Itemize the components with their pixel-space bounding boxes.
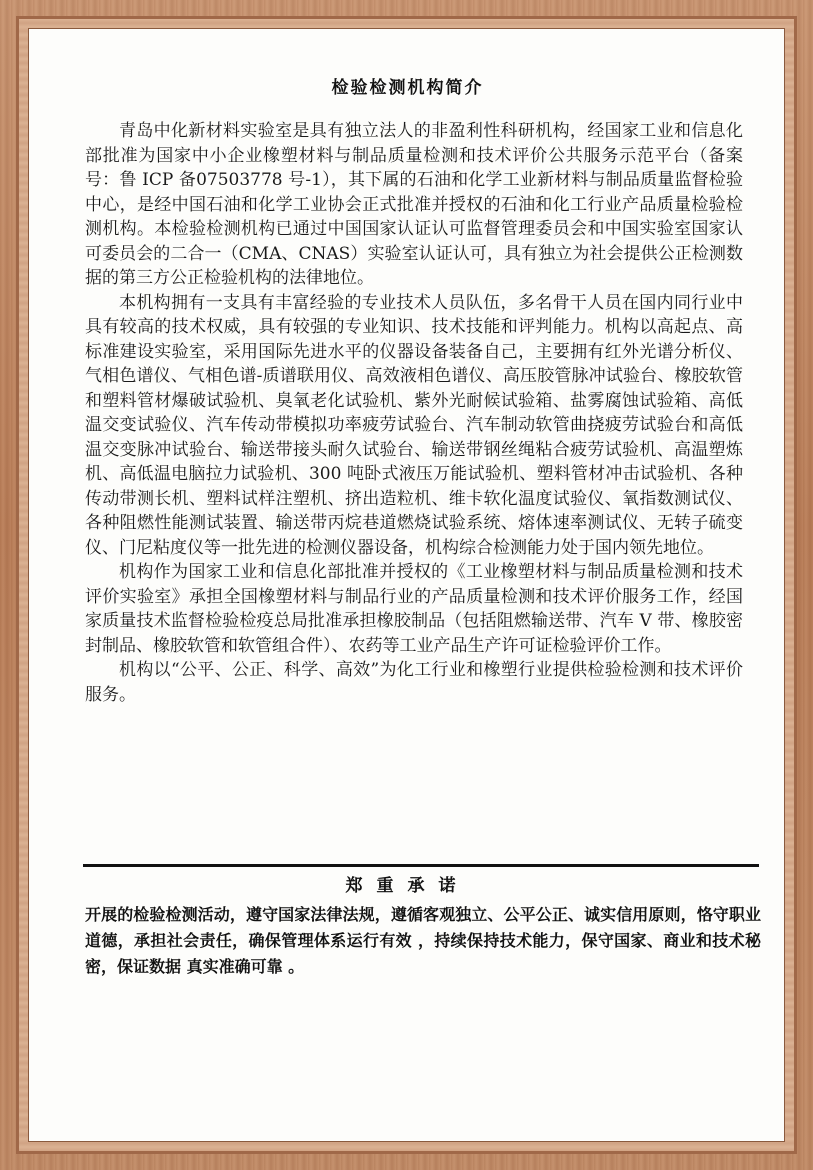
paragraph-3: 机构作为国家工业和信息化部批准并授权的《工业橡塑材料与制品质量检测和技术评价实验室》承担全国橡塑材料与制品行业的产品质量检测和技术评价服务工作，经国家质量技术监督检验检疫总局批准承担橡胶制品（包括阻燃输送带、汽车 V 带、橡胶密封制品、橡胶软管和软管组合件）、农药等工业产品生产许可证检验评价工作。 xyxy=(85,562,743,656)
page-title: 检验检测机构简介 xyxy=(331,78,484,98)
section-divider xyxy=(83,864,759,867)
paragraph-1: 青岛中化新材料实验室是具有独立法人的非盈利性科研机构，经国家工业和信息化部批准为国家中小企业橡塑材料与制品质量检测和技术评价公共服务示范平台（备案号：鲁 ICP 备07503778 号-1），其下属的石油和化学工业新材料与制品质量监督检验中心，是经中国石油和化学工业协会正式批准并授权的石油和化工行业产品质量检验检测机构。本检验检测机构已通过中国国家认证认可监督管理委员会和中国实验室国家认可委员会的二合一（CMA、CNAS）实验室认证认可，具有独立为社会提供公正检测数据的第三方公正检验机构的法律地位。 xyxy=(85,121,743,288)
paragraph-2: 本机构拥有一支具有丰富经验的专业技术人员队伍，多名骨干人员在国内同行业中具有较高的技术权威，具有较强的专业知识、技术技能和评判能力。机构以高起点、高标准建设实验室，采用国际先进水平的仪器设备装备自己，主要拥有红外光谱分析仪、气相色谱仪、气相色谱-质谱联用仪、高效液相色谱仪、高压胶管脉冲试验台、橡胶软管和塑料管材爆破试验机、臭氧老化试验机、紫外光耐候试验箱、盐雾腐蚀试验箱、高低温交变试验仪、汽车传动带模拟功率疲劳试验台、汽车制动软管曲挠疲劳试验台和高低温交变脉冲试验台、输送带接头耐久试验台、输送带钢丝绳粘合疲劳试验机、高温塑炼机、高低温电脑拉力试验机、300 吨卧式液压万能试验机、塑料管材冲击试验机、各种传动带测长机、塑料试样注塑机、挤出造粒机、维卡软化温度试验仪、氧指数测试仪、各种阻燃性能测试装置、输送带丙烷巷道燃烧试验系统、熔体速率测试仪、无转子硫变仪、门尼粘度仪等一批先进的检测仪器设备，机构综合检测能力处于国内领先地位。 xyxy=(85,292,743,558)
introduction-body xyxy=(85,119,743,707)
paper-sheet xyxy=(28,28,785,1142)
pledge-text: 开展的检验检测活动，遵守国家法律法规，遵循客观独立、公平公正、诚实信用原则，恪守职业道德，承担社会责任，确保管理体系运行有效 ，持续保持技术能力，保守国家、商业和技术秘密，保证数据 真实准确可靠 。 xyxy=(85,905,761,976)
paragraph-4: 机构以“公平、公正、科学、高效”为化工行业和橡塑行业提供检验检测和技术评价服务。 xyxy=(85,660,743,705)
pledge-title: 郑重承诺 xyxy=(345,876,470,896)
